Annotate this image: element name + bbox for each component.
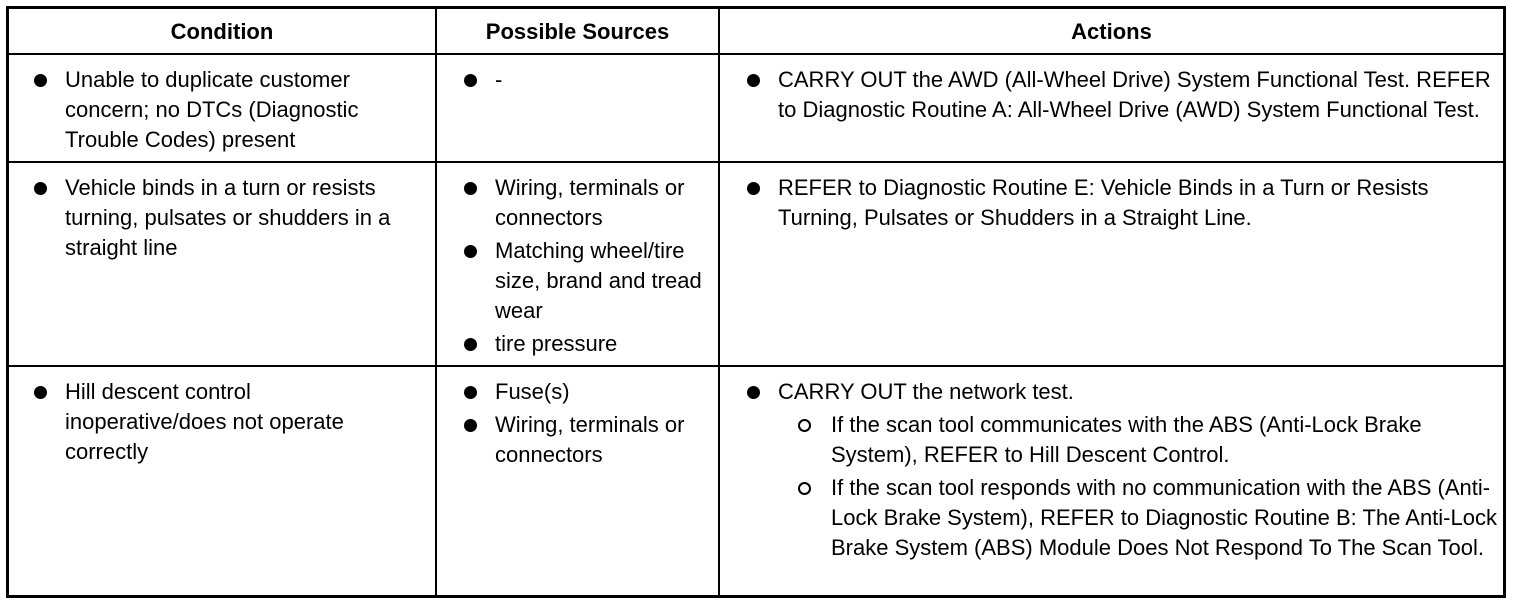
circle-bullet-icon bbox=[798, 482, 811, 495]
bullet-icon bbox=[464, 386, 477, 399]
sources-cell bbox=[439, 377, 718, 470]
header-condition: Condition bbox=[170, 19, 274, 44]
condition-text: Vehicle binds in a turn or resists turning, pulsates or shudders in a straight line bbox=[65, 175, 391, 260]
bullet-icon bbox=[34, 182, 47, 195]
bullet-icon bbox=[747, 182, 760, 195]
source-item bbox=[439, 236, 710, 326]
diagnostic-table bbox=[6, 6, 1506, 598]
action-item bbox=[722, 377, 1498, 407]
actions-cell bbox=[722, 377, 1503, 563]
column-divider bbox=[435, 9, 437, 595]
header-possible-sources: Possible Sources bbox=[485, 19, 670, 44]
source-text: Matching wheel/tire size, brand and tread wear bbox=[495, 238, 702, 323]
condition-text: Unable to duplicate customer concern; no DTCs (Diagnostic Trouble Codes) present bbox=[65, 67, 359, 152]
condition-text: Hill descent control inoperative/does not operate correctly bbox=[65, 379, 344, 464]
source-item bbox=[439, 377, 710, 407]
sub-action-item bbox=[722, 473, 1501, 563]
actions-cell bbox=[722, 173, 1503, 233]
sources-cell bbox=[439, 65, 718, 95]
source-text: Wiring, terminals or connectors bbox=[495, 412, 685, 467]
sources-cell bbox=[439, 173, 718, 359]
bullet-icon bbox=[464, 419, 477, 432]
action-item bbox=[722, 173, 1478, 233]
bullet-icon bbox=[464, 182, 477, 195]
action-text: REFER to Diagnostic Routine E: Vehicle Binds in a Turn or Resists Turning, Pulsates or Shudders in a Straight Line. bbox=[778, 175, 1429, 230]
bullet-icon bbox=[464, 245, 477, 258]
bullet-icon bbox=[34, 386, 47, 399]
row-divider bbox=[9, 161, 1503, 163]
table-row bbox=[9, 65, 435, 155]
circle-bullet-icon bbox=[798, 419, 811, 432]
action-text: CARRY OUT the network test. bbox=[778, 379, 1074, 404]
condition-item bbox=[9, 377, 395, 467]
source-item bbox=[439, 329, 710, 359]
condition-item bbox=[9, 65, 420, 155]
source-item bbox=[439, 65, 710, 95]
source-text: Fuse(s) bbox=[495, 379, 570, 404]
column-divider bbox=[718, 9, 720, 595]
header-actions: Actions bbox=[1071, 19, 1152, 44]
sub-action-text: If the scan tool responds with no communication with the ABS (Anti-Lock Brake System), REFER to Diagnostic Routine B: The Anti-Lock Brake System (ABS) Module Does Not Respond To The Scan Tool. bbox=[831, 475, 1497, 560]
source-text: tire pressure bbox=[495, 331, 618, 356]
row-divider bbox=[9, 365, 1503, 367]
bullet-icon bbox=[747, 74, 760, 87]
source-item bbox=[439, 410, 710, 470]
sub-action-text: If the scan tool communicates with the ABS (Anti-Lock Brake System), REFER to Hill Descent Control. bbox=[831, 412, 1422, 467]
bullet-icon bbox=[464, 74, 477, 87]
source-text: Wiring, terminals or connectors bbox=[495, 175, 685, 230]
table-row bbox=[9, 173, 435, 263]
action-text: CARRY OUT the AWD (All-Wheel Drive) System Functional Test. REFER to Diagnostic Routine A: All-Wheel Drive (AWD) System Functional Test. bbox=[778, 67, 1491, 122]
table-row bbox=[9, 377, 435, 467]
actions-cell bbox=[722, 65, 1503, 125]
bullet-icon bbox=[747, 386, 760, 399]
source-item bbox=[439, 173, 710, 233]
sub-action-item bbox=[722, 410, 1501, 470]
bullet-icon bbox=[34, 74, 47, 87]
condition-item bbox=[9, 173, 425, 263]
source-text: - bbox=[495, 67, 503, 92]
action-item bbox=[722, 65, 1498, 125]
bullet-icon bbox=[464, 338, 477, 351]
